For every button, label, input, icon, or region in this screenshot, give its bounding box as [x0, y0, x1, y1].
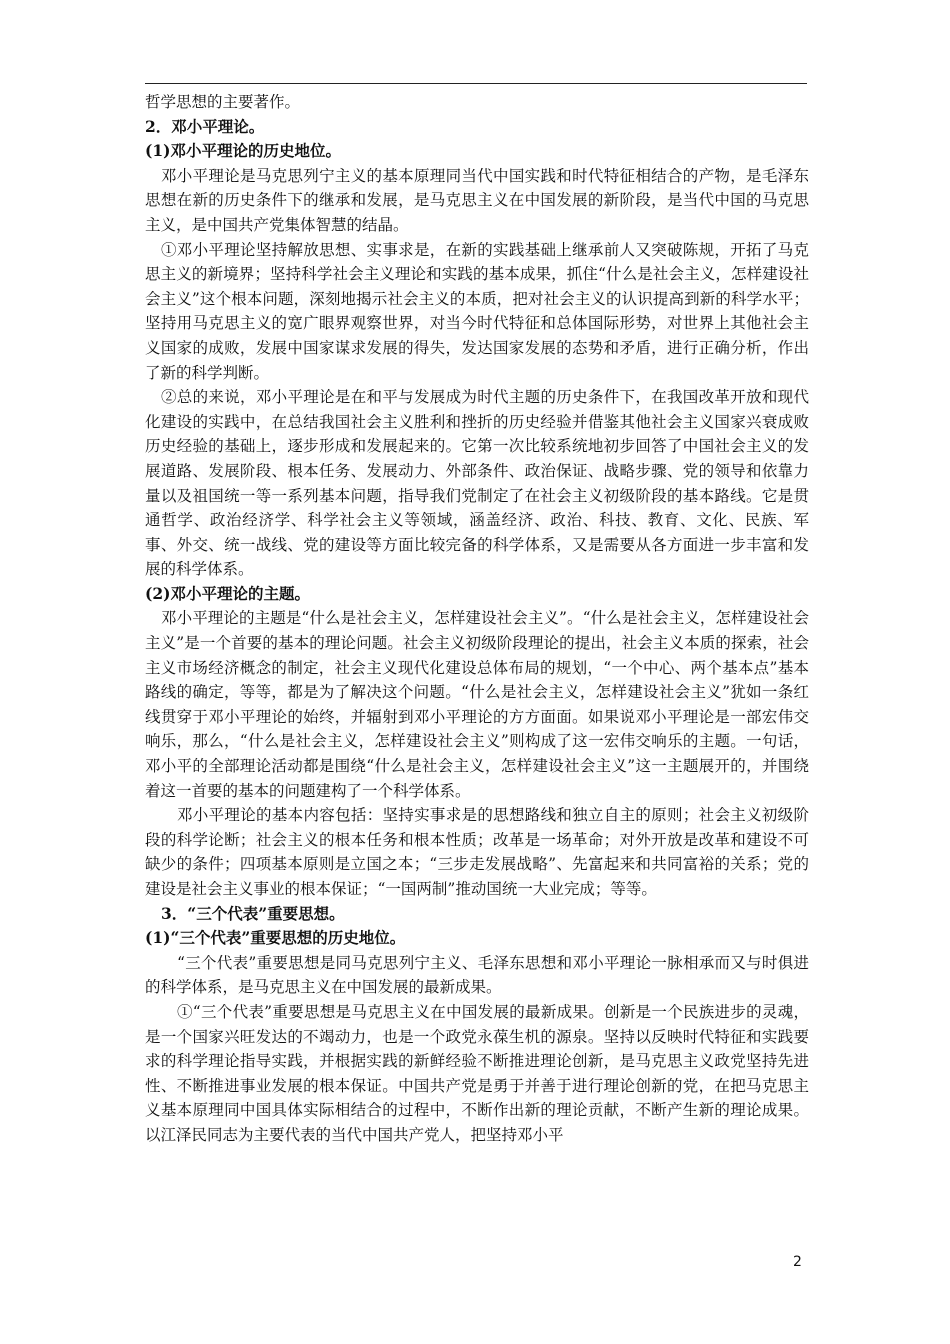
- paragraph: “三个代表”重要思想是同马克思列宁主义、毛泽东思想和邓小平理论一脉相承而又与时俱进的科学体系，是马克思主义在中国发展的最新成果。: [145, 953, 809, 997]
- paragraph: 邓小平理论的基本内容包括：坚持实事求是的思想路线和独立自主的原则；社会主义初级阶段的科学论断；社会主义的根本任务和根本性质；改革是一场革命；对外开放是改革和建设不可缺少的条件；四项基本原则是立国之本；“三步走发展战略”、先富起来和共同富裕的关系；党的建设是社会主义事业的根本保证；“一国两制”推动国统一大业完成；等等。: [145, 806, 809, 898]
- paragraph: 邓小平理论的主题是“什么是社会主义，怎样建设社会主义”。“什么是社会主义，怎样建设社会主义”是一个首要的基本的理论问题。社会主义初级阶段理论的提出，社会主义本质的探索，社会主义市场经济概念的制定，社会主义现代化建设总体布局的规划，“一个中心、两个基本点”基本路线的确定，等等，都是为了解决这个问题。“什么是社会主义，怎样建设社会主义”犹如一条红线贯穿于邓小平理论的始终，并辐射到邓小平理论的方方面面。如果说邓小平理论是一部宏伟交响乐，那么，“什么是社会主义，怎样建设社会主义”则构成了这一宏伟交响乐的主题。一句话，邓小平的全部理论活动都是围绕“什么是社会主义，怎样建设社会主义”这一主题展开的，并围绕着这一首要的基本的问题建构了一个科学体系。: [145, 609, 809, 800]
- header-rule: [145, 83, 807, 84]
- document-body: [145, 90, 809, 1148]
- paragraph: 邓小平理论是马克思列宁主义的基本原理同当代中国实践和时代特征相结合的产物，是毛泽东思想在新的历史条件下的继承和发展，是马克思主义在中国发展的新阶段，是当代中国的马克思主义，是中国共产党集体智慧的结晶。: [145, 166, 809, 234]
- section-heading-2: 2．邓小平理论。: [145, 116, 265, 136]
- section-heading-3: 3．“三个代表”重要思想。: [161, 903, 345, 923]
- subsection-heading-2-2: (2)邓小平理论的主题。: [145, 583, 310, 603]
- paragraph: ②总的来说，邓小平理论是在和平与发展成为时代主题的历史条件下，在我国改革开放和现代化建设的实践中，在总结我国社会主义胜利和挫折的历史经验并借鉴其他社会主义国家兴衰成败历史经验的基础上，逐步形成和发展起来的。它第一次比较系统地初步回答了中国社会主义的发展道路、发展阶段、根本任务、发展动力、外部条件、政治保证、战略步骤、党的领导和依靠力量以及祖国统一等一系列基本问题，指导我们党制定了在社会主义初级阶段的基本路线。它是贯通哲学、政治经济学、科学社会主义等领域，涵盖经济、政治、科技、教育、文化、民族、军事、外交、统一战线、党的建设等方面比较完备的科学体系，又是需要从各方面进一步丰富和发展的科学体系。: [145, 388, 809, 579]
- subsection-heading-3-1: (1)“三个代表”重要思想的历史地位。: [145, 928, 406, 948]
- paragraph-continuation: 哲学思想的主要著作。: [145, 93, 301, 111]
- subsection-heading-2-1: (1)邓小平理论的历史地位。: [145, 141, 341, 161]
- paragraph: ①“三个代表”重要思想是马克思主义在中国发展的最新成果。创新是一个民族进步的灵魂，是一个国家兴旺发达的不竭动力，也是一个政党永葆生机的源泉。坚持以反映时代特征和实践要求的科学理论指导实践，并根据实践的新鲜经验不断推进理论创新，是马克思主义政党坚持先进性、不断推进事业发展的根本保证。中国共产党是勇于并善于进行理论创新的党，在把马克思主义基本原理同中国具体实际相结合的过程中，不断作出新的理论贡献，不断产生新的理论成果。以江泽民同志为主要代表的当代中国共产党人，把坚持邓小平: [145, 1002, 809, 1144]
- page-number: 2: [793, 1254, 802, 1270]
- paragraph: ①邓小平理论坚持解放思想、实事求是，在新的实践基础上继承前人又突破陈规，开拓了马克思主义的新境界；坚持科学社会主义理论和实践的基本成果，抓住“什么是社会主义，怎样建设社会主义”这个根本问题，深刻地揭示社会主义的本质，把对社会主义的认识提高到新的科学水平；坚持用马克思主义的宽广眼界观察世界，对当今时代特征和总体国际形势，对世界上其他社会主义国家的成败，发展中国家谋求发展的得失，发达国家发展的态势和矛盾，进行正确分析，作出了新的科学判断。: [145, 240, 809, 382]
